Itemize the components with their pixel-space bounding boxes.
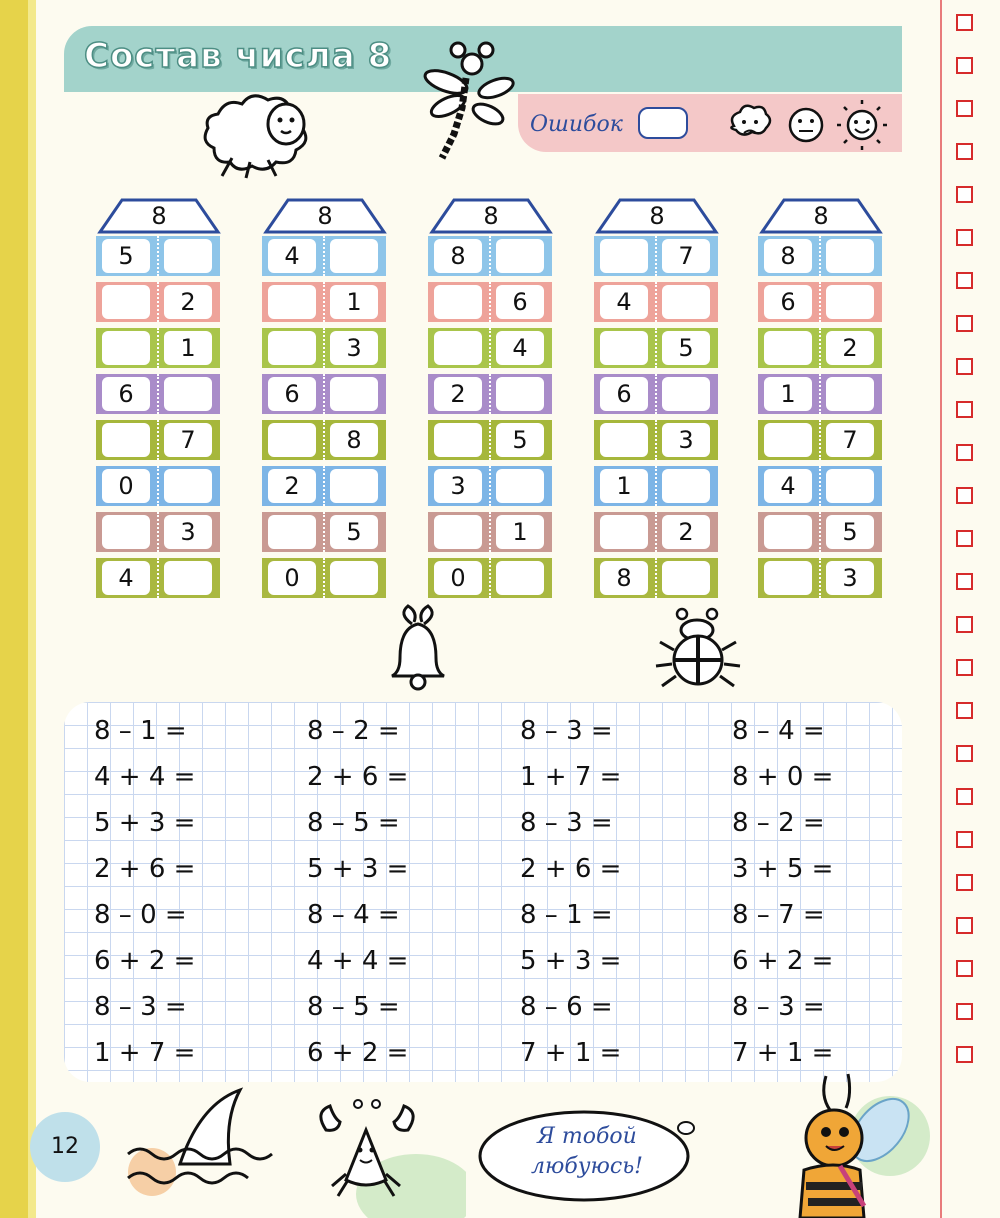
equation: 8 – 4 = — [307, 900, 400, 930]
checkbox-column — [956, 14, 980, 1089]
given-number-cell: 5 — [826, 515, 874, 549]
answer-cell[interactable] — [102, 285, 150, 319]
given-number-cell: 8 — [764, 239, 812, 273]
equation: 8 – 4 = — [732, 716, 825, 746]
beetle-icon — [652, 606, 744, 692]
given-number-cell: 7 — [826, 423, 874, 457]
floor-divider — [819, 420, 823, 460]
equation: 7 + 1 = — [732, 1038, 834, 1068]
given-number-cell: 6 — [496, 285, 544, 319]
answer-cell[interactable] — [600, 515, 648, 549]
house-floor — [262, 512, 386, 552]
given-number-cell: 3 — [330, 331, 378, 365]
floor-divider — [655, 466, 659, 506]
house-floor — [758, 374, 882, 414]
errors-count-box[interactable] — [638, 107, 688, 139]
title-number: 8 — [367, 36, 393, 76]
house-floor — [428, 282, 552, 322]
house-floor — [594, 328, 718, 368]
given-number-cell: 5 — [102, 239, 150, 273]
answer-cell[interactable] — [268, 423, 316, 457]
house-floor — [428, 466, 552, 506]
house-floor — [428, 512, 552, 552]
house-roof — [758, 196, 884, 236]
answer-cell[interactable] — [600, 239, 648, 273]
house-floor — [428, 328, 552, 368]
equation: 2 + 6 = — [94, 854, 196, 884]
mood-faces[interactable] — [724, 100, 894, 150]
number-house — [594, 196, 720, 598]
page-number: 12 — [30, 1112, 100, 1182]
answer-cell[interactable] — [496, 239, 544, 273]
floor-divider — [655, 558, 659, 598]
answer-cell[interactable] — [662, 561, 710, 595]
house-roof — [594, 196, 720, 236]
given-number-cell: 4 — [102, 561, 150, 595]
equation: 4 + 4 = — [94, 762, 196, 792]
answer-cell[interactable] — [164, 469, 212, 503]
floor-divider — [157, 236, 161, 276]
given-number-cell: 2 — [164, 285, 212, 319]
margin-checkbox[interactable] — [956, 444, 973, 461]
equation: 6 + 2 = — [94, 946, 196, 976]
floor-divider — [489, 558, 493, 598]
house-floor — [758, 236, 882, 276]
equation: 8 – 5 = — [307, 992, 400, 1022]
equation: 8 – 7 = — [732, 900, 825, 930]
sad-cloud-face-icon[interactable] — [731, 106, 770, 135]
margin-checkbox[interactable] — [956, 745, 973, 762]
equation: 7 + 1 = — [520, 1038, 622, 1068]
title-text: Состав числа — [84, 36, 356, 76]
equation: 8 – 1 = — [520, 900, 613, 930]
bee-icon — [730, 1070, 940, 1218]
house-floor — [96, 374, 220, 414]
floor-divider — [157, 420, 161, 460]
margin-checkbox[interactable] — [956, 57, 973, 74]
floor-divider — [655, 328, 659, 368]
floor-divider — [323, 236, 327, 276]
sun-happy-face-icon[interactable] — [837, 100, 887, 150]
answer-cell[interactable] — [268, 515, 316, 549]
floor-divider — [323, 282, 327, 322]
answer-cell[interactable] — [662, 285, 710, 319]
given-number-cell: 6 — [268, 377, 316, 411]
floor-divider — [489, 512, 493, 552]
answer-cell[interactable] — [764, 515, 812, 549]
given-number-cell: 6 — [600, 377, 648, 411]
house-roof — [96, 196, 222, 236]
sheep-icon — [188, 84, 328, 184]
equation: 2 + 6 = — [520, 854, 622, 884]
house-floor — [96, 282, 220, 322]
house-floor — [594, 420, 718, 460]
floor-divider — [819, 236, 823, 276]
given-number-cell: 1 — [496, 515, 544, 549]
house-floor — [758, 558, 882, 598]
house-floor — [262, 558, 386, 598]
page-title — [84, 36, 392, 76]
given-number-cell: 3 — [662, 423, 710, 457]
answer-cell[interactable] — [600, 423, 648, 457]
given-number-cell: 2 — [826, 331, 874, 365]
floor-divider — [655, 512, 659, 552]
errors-label: Ошибок — [530, 112, 623, 137]
house-floor — [594, 512, 718, 552]
given-number-cell: 3 — [434, 469, 482, 503]
answer-cell[interactable] — [764, 561, 812, 595]
house-floor — [262, 374, 386, 414]
house-floor — [262, 420, 386, 460]
given-number-cell: 1 — [164, 331, 212, 365]
dragonfly-icon — [418, 38, 518, 178]
given-number-cell: 4 — [268, 239, 316, 273]
given-number-cell: 6 — [102, 377, 150, 411]
given-number-cell: 1 — [764, 377, 812, 411]
floor-divider — [819, 374, 823, 414]
equation: 4 + 4 = — [307, 946, 409, 976]
house-floor — [758, 282, 882, 322]
floor-divider — [323, 558, 327, 598]
house-floor — [428, 236, 552, 276]
house-roof-number: 8 — [483, 202, 499, 230]
equation: 8 – 3 = — [520, 808, 613, 838]
house-floor — [758, 466, 882, 506]
page-spine-inner — [28, 0, 36, 1218]
house-roof — [428, 196, 554, 236]
house-roof-number: 8 — [813, 202, 829, 230]
crab-icon — [296, 1094, 466, 1218]
margin-checkbox[interactable] — [956, 401, 973, 418]
floor-divider — [323, 512, 327, 552]
answer-cell[interactable] — [496, 561, 544, 595]
given-number-cell: 4 — [600, 285, 648, 319]
given-number-cell: 7 — [164, 423, 212, 457]
equation: 8 – 2 = — [307, 716, 400, 746]
number-house — [428, 196, 554, 598]
floor-divider — [157, 466, 161, 506]
answer-cell[interactable] — [102, 515, 150, 549]
margin-checkbox[interactable] — [956, 530, 973, 547]
answer-cell[interactable] — [268, 331, 316, 365]
answer-cell[interactable] — [330, 377, 378, 411]
margin-checkbox[interactable] — [956, 229, 973, 246]
given-number-cell: 4 — [764, 469, 812, 503]
house-floor — [262, 328, 386, 368]
given-number-cell: 8 — [600, 561, 648, 595]
answer-cell[interactable] — [330, 561, 378, 595]
house-floor — [594, 558, 718, 598]
house-floor — [96, 420, 220, 460]
given-number-cell: 0 — [268, 561, 316, 595]
equation: 8 – 3 = — [94, 992, 187, 1022]
answer-cell[interactable] — [600, 331, 648, 365]
house-floor — [428, 558, 552, 598]
answer-cell[interactable] — [164, 239, 212, 273]
house-floor — [96, 236, 220, 276]
equation: 8 + 0 = — [732, 762, 834, 792]
answer-cell[interactable] — [434, 423, 482, 457]
house-floor — [594, 282, 718, 322]
bell-icon — [384, 604, 454, 694]
floor-divider — [323, 466, 327, 506]
house-floor — [428, 420, 552, 460]
given-number-cell: 4 — [496, 331, 544, 365]
floor-divider — [157, 558, 161, 598]
floor-divider — [157, 512, 161, 552]
floor-divider — [655, 236, 659, 276]
answer-cell[interactable] — [434, 515, 482, 549]
house-floor — [96, 466, 220, 506]
floor-divider — [323, 420, 327, 460]
floor-divider — [819, 466, 823, 506]
margin-checkbox[interactable] — [956, 1003, 973, 1020]
house-floor — [594, 374, 718, 414]
equation: 8 – 3 = — [520, 716, 613, 746]
neutral-face-icon[interactable] — [790, 109, 822, 141]
floor-divider — [157, 328, 161, 368]
floor-divider — [323, 328, 327, 368]
given-number-cell: 2 — [268, 469, 316, 503]
equation: 1 + 7 = — [520, 762, 622, 792]
answer-cell[interactable] — [826, 469, 874, 503]
house-floor — [758, 328, 882, 368]
house-roof-number: 8 — [317, 202, 333, 230]
given-number-cell: 5 — [496, 423, 544, 457]
answer-cell[interactable] — [496, 469, 544, 503]
given-number-cell: 8 — [330, 423, 378, 457]
floor-divider — [489, 236, 493, 276]
answer-cell[interactable] — [330, 239, 378, 273]
given-number-cell: 5 — [662, 331, 710, 365]
house-floor — [96, 558, 220, 598]
floor-divider — [489, 374, 493, 414]
margin-checkbox[interactable] — [956, 143, 973, 160]
equation: 5 + 3 = — [520, 946, 622, 976]
given-number-cell: 5 — [330, 515, 378, 549]
margin-checkbox[interactable] — [956, 272, 973, 289]
margin-checkbox[interactable] — [956, 14, 973, 31]
given-number-cell: 1 — [600, 469, 648, 503]
house-floor — [262, 236, 386, 276]
given-number-cell: 7 — [662, 239, 710, 273]
margin-checkbox[interactable] — [956, 616, 973, 633]
given-number-cell: 3 — [164, 515, 212, 549]
page-spine — [0, 0, 28, 1218]
house-floor — [758, 512, 882, 552]
floor-divider — [157, 374, 161, 414]
margin-checkbox[interactable] — [956, 573, 973, 590]
equation: 8 – 6 = — [520, 992, 613, 1022]
floor-divider — [655, 282, 659, 322]
house-floor — [262, 466, 386, 506]
margin-checkbox[interactable] — [956, 659, 973, 676]
floor-divider — [489, 282, 493, 322]
equation: 8 – 0 = — [94, 900, 187, 930]
floor-divider — [489, 328, 493, 368]
margin-checkbox[interactable] — [956, 487, 973, 504]
answer-cell[interactable] — [268, 285, 316, 319]
equation: 5 + 3 = — [94, 808, 196, 838]
answer-cell[interactable] — [434, 331, 482, 365]
equation: 3 + 5 = — [732, 854, 834, 884]
house-roof-number: 8 — [151, 202, 167, 230]
margin-checkbox[interactable] — [956, 358, 973, 375]
equation: 5 + 3 = — [307, 854, 409, 884]
floor-divider — [655, 420, 659, 460]
answer-cell[interactable] — [102, 423, 150, 457]
floor-divider — [489, 466, 493, 506]
praise-line-1: Я тобой — [537, 1124, 637, 1149]
house-floor — [594, 466, 718, 506]
answer-cell[interactable] — [102, 331, 150, 365]
margin-checkbox[interactable] — [956, 1046, 973, 1063]
house-floor — [96, 512, 220, 552]
floor-divider — [157, 282, 161, 322]
house-floor — [96, 328, 220, 368]
margin-checkbox[interactable] — [956, 100, 973, 117]
floor-divider — [489, 420, 493, 460]
given-number-cell: 3 — [826, 561, 874, 595]
answer-cell[interactable] — [330, 469, 378, 503]
margin-checkbox[interactable] — [956, 917, 973, 934]
margin-checkbox[interactable] — [956, 788, 973, 805]
margin-checkbox[interactable] — [956, 874, 973, 891]
margin-checkbox[interactable] — [956, 702, 973, 719]
equation: 1 + 7 = — [94, 1038, 196, 1068]
answer-cell[interactable] — [662, 469, 710, 503]
given-number-cell: 2 — [662, 515, 710, 549]
floor-divider — [819, 282, 823, 322]
floor-divider — [819, 328, 823, 368]
margin-line — [940, 0, 942, 1218]
equation: 8 – 2 = — [732, 808, 825, 838]
margin-checkbox[interactable] — [956, 831, 973, 848]
house-floor — [428, 374, 552, 414]
equation: 2 + 6 = — [307, 762, 409, 792]
number-house — [262, 196, 388, 598]
house-floor — [758, 420, 882, 460]
floor-divider — [655, 374, 659, 414]
given-number-cell: 0 — [434, 561, 482, 595]
house-floor — [262, 282, 386, 322]
margin-checkbox[interactable] — [956, 186, 973, 203]
margin-checkbox[interactable] — [956, 315, 973, 332]
answer-cell[interactable] — [826, 239, 874, 273]
equation: 6 + 2 = — [732, 946, 834, 976]
margin-checkbox[interactable] — [956, 960, 973, 977]
floor-divider — [819, 558, 823, 598]
floor-divider — [819, 512, 823, 552]
given-number-cell: 8 — [434, 239, 482, 273]
equation: 8 – 1 = — [94, 716, 187, 746]
answer-cell[interactable] — [164, 561, 212, 595]
answer-cell[interactable] — [826, 285, 874, 319]
shark-fin-icon — [120, 1084, 280, 1204]
equation: 8 – 3 = — [732, 992, 825, 1022]
answer-cell[interactable] — [826, 377, 874, 411]
given-number-cell: 2 — [434, 377, 482, 411]
praise-line-2: любуюсь! — [530, 1154, 644, 1179]
answer-cell[interactable] — [764, 331, 812, 365]
house-floor — [594, 236, 718, 276]
praise-text — [476, 1122, 698, 1182]
equation: 6 + 2 = — [307, 1038, 409, 1068]
given-number-cell: 6 — [764, 285, 812, 319]
number-house — [96, 196, 222, 598]
equation: 8 – 5 = — [307, 808, 400, 838]
answer-cell[interactable] — [496, 377, 544, 411]
given-number-cell: 1 — [330, 285, 378, 319]
given-number-cell: 0 — [102, 469, 150, 503]
floor-divider — [323, 374, 327, 414]
answer-cell[interactable] — [434, 285, 482, 319]
number-house — [758, 196, 884, 598]
answer-cell[interactable] — [764, 423, 812, 457]
house-roof — [262, 196, 388, 236]
equations-grid — [64, 702, 902, 1082]
answer-cell[interactable] — [164, 377, 212, 411]
answer-cell[interactable] — [662, 377, 710, 411]
house-roof-number: 8 — [649, 202, 665, 230]
